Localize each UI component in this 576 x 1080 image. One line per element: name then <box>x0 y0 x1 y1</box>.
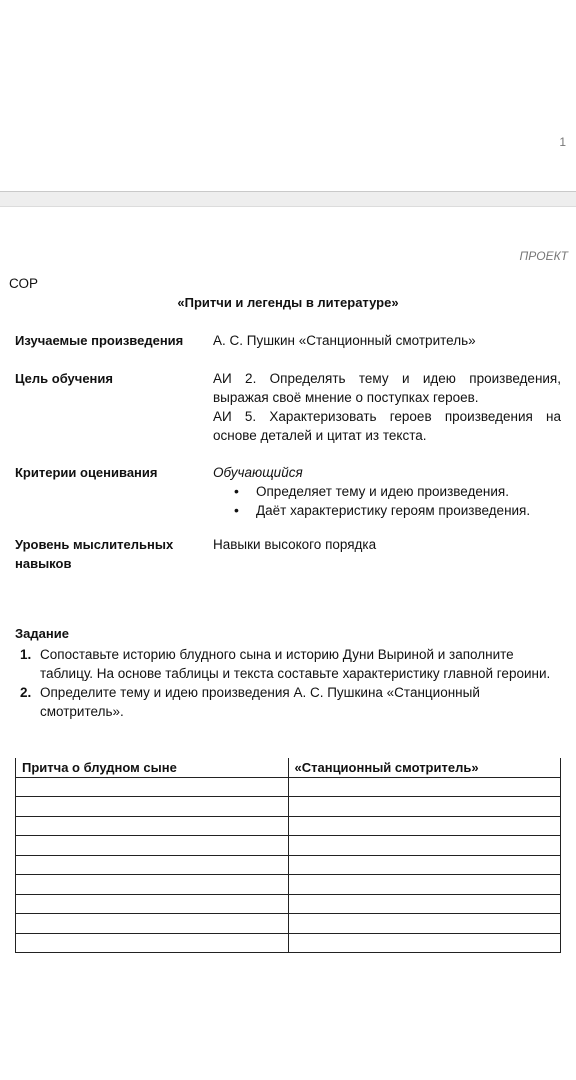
task-item <box>15 683 561 721</box>
table-row <box>16 777 561 797</box>
table-body <box>16 777 561 953</box>
criteria-item: • Даёт характеристику героям произведения. <box>213 501 561 520</box>
table-cell[interactable] <box>288 875 561 895</box>
table-cell[interactable] <box>16 875 289 895</box>
thinking-value: Навыки высокого порядка <box>213 537 377 552</box>
table-cell[interactable] <box>16 816 289 836</box>
table-header-row <box>16 758 561 777</box>
criteria-label: Критерии оценивания <box>15 465 158 480</box>
criteria-intro: Обучающийся <box>213 465 303 480</box>
comparison-table <box>15 758 561 953</box>
task-text: Определите тему и идею произведения А. С. Пушкина «Станционный смотритель». <box>40 685 480 719</box>
table-row <box>16 914 561 934</box>
table-row <box>16 816 561 836</box>
table-cell[interactable] <box>288 836 561 856</box>
task-number: 1. <box>20 647 32 662</box>
document-title: «Притчи и легенды в литературе» <box>177 295 399 310</box>
table-cell[interactable] <box>288 855 561 875</box>
criteria-list <box>213 482 561 520</box>
page-number: 1 <box>559 135 566 149</box>
thinking-label: Уровень мыслительных навыков <box>15 537 174 571</box>
works-value: А. С. Пушкин «Станционный смотритель» <box>213 333 476 348</box>
table-row <box>16 855 561 875</box>
table-cell[interactable] <box>16 894 289 914</box>
task-list <box>15 645 561 721</box>
table-cell[interactable] <box>288 914 561 934</box>
draft-stamp: ПРОЕКТ <box>519 249 568 263</box>
table-cell[interactable] <box>288 816 561 836</box>
table-cell[interactable] <box>16 777 289 797</box>
table-cell[interactable] <box>288 777 561 797</box>
criteria-value <box>213 463 561 520</box>
task-item <box>15 645 561 683</box>
goal-line: АИ 2. Определять тему и идею произведения, выражая своё мнение о поступках героев. <box>213 371 561 405</box>
table-row <box>16 836 561 856</box>
page-separator <box>0 191 576 207</box>
goal-value <box>213 369 561 445</box>
goal-line: АИ 5. Характеризовать героев произведения на основе деталей и цитат из текста. <box>213 409 561 443</box>
task-heading: Задание <box>15 626 69 641</box>
table-row <box>16 797 561 817</box>
task-number: 2. <box>20 685 32 700</box>
criteria-item: • Определяет тему и идею произведения. <box>213 482 561 501</box>
table-cell[interactable] <box>16 836 289 856</box>
table-header-parable: Притча о блудном сыне <box>16 758 289 777</box>
table-header-stationmaster: «Станционный смотритель» <box>288 758 561 777</box>
table-cell[interactable] <box>16 855 289 875</box>
table-cell[interactable] <box>288 933 561 953</box>
table-row <box>16 894 561 914</box>
sor-label: СОР <box>9 276 38 291</box>
works-label: Изучаемые произведения <box>15 333 184 348</box>
table-cell[interactable] <box>16 797 289 817</box>
table-cell[interactable] <box>16 933 289 953</box>
table-cell[interactable] <box>288 894 561 914</box>
goal-label: Цель обучения <box>15 371 113 386</box>
table-cell[interactable] <box>288 797 561 817</box>
table-row <box>16 933 561 953</box>
table-row <box>16 875 561 895</box>
task-text: Сопоставьте историю блудного сына и историю Дуни Выриной и заполните таблицу. На основе таблицы и текста составьте характеристику главной героини. <box>40 647 551 681</box>
table-cell[interactable] <box>16 914 289 934</box>
